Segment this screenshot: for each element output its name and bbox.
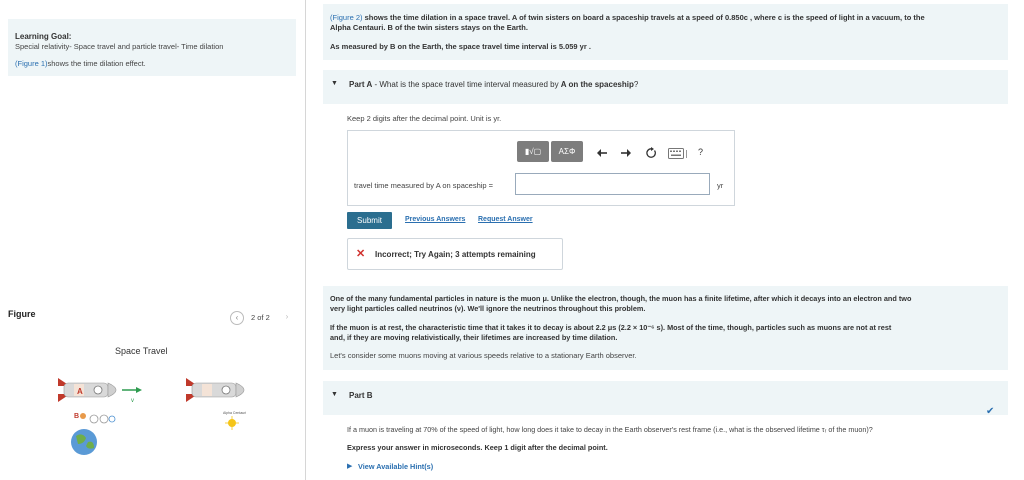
- toolbar-separator: [686, 150, 687, 158]
- feedback-text: Incorrect; Try Again; 3 attempts remaining: [375, 250, 536, 259]
- symbols-button[interactable]: [551, 141, 583, 162]
- figure-1-desc: shows the time dilation effect.: [47, 59, 146, 68]
- request-answer-link[interactable]: Request Answer: [478, 216, 533, 223]
- svg-text:v: v: [131, 398, 134, 404]
- rocket-a-label: A: [77, 387, 83, 396]
- space-travel-figure: [50, 372, 260, 462]
- help-button[interactable]: ?: [698, 147, 704, 157]
- undo-icon[interactable]: [596, 147, 608, 159]
- keyboard-icon[interactable]: [668, 148, 684, 159]
- part-b-header[interactable]: [323, 381, 1008, 415]
- part-a-end: ?: [633, 80, 639, 89]
- rocket-a-icon: [58, 378, 116, 402]
- incorrect-x-icon: ✕: [356, 248, 366, 260]
- marker-b-label: B: [74, 413, 80, 420]
- earth-icon: [71, 429, 97, 455]
- part-a-title: [349, 80, 638, 89]
- learning-goal-text: Special relativity- Space travel and particle travel- Time dilation: [15, 42, 224, 51]
- symbols-icon: ΑΣΦ: [558, 147, 576, 156]
- intro-line-2: Alpha Centauri. B of the twin sisters stays on the Earth.: [330, 23, 528, 32]
- figure-1-link[interactable]: (Figure 1): [15, 59, 48, 68]
- intro-line-1: [330, 13, 1005, 22]
- answer-input[interactable]: [515, 173, 710, 195]
- column-divider: [305, 0, 306, 480]
- part-b-caret-icon[interactable]: ▼: [331, 391, 338, 398]
- reset-icon[interactable]: [645, 147, 657, 159]
- part-a-question: - What is the space travel time interval measured by: [372, 80, 561, 89]
- figure-pager: 2 of 2: [251, 313, 270, 322]
- view-hints-link[interactable]: View Available Hint(s): [358, 462, 434, 471]
- muon-p1a: One of the many fundamental particles in nature is the muon μ. Unlike the electron, though, the muon has a finite lifetime, after which it decays into an electron and two: [330, 294, 912, 303]
- redo-icon[interactable]: [620, 147, 632, 159]
- part-a-caret-icon[interactable]: ▼: [331, 80, 338, 87]
- part-a-bold: A on the spaceship: [560, 80, 634, 89]
- intro-line-1-text: shows the time dilation in a space travel. A of twin sisters on board a spaceship travels at a speed of 0.850c , where c is the speed of light in a vacuum, to the: [362, 13, 925, 22]
- learning-goal-figure-line: [15, 59, 146, 68]
- submit-button[interactable]: Submit: [347, 212, 392, 229]
- figure-2-link[interactable]: (Figure 2): [330, 13, 363, 22]
- part-a-label: Part A: [349, 80, 373, 89]
- space-travel-title: Space Travel: [115, 346, 168, 356]
- figure-label: Figure: [8, 309, 36, 319]
- intro-line-3: As measured by B on the Earth, the space travel time interval is 5.059 yr .: [330, 42, 591, 51]
- muon-p3: Let's consider some muons moving at various speeds relative to a stationary Earth observer.: [330, 351, 637, 360]
- part-b-question: If a muon is traveling at 70% of the speed of light, how long does it take to decay in the Earth observer's rest frame (i.e., what is the observed lifetime τᵣ of the muon)?: [347, 425, 873, 434]
- part-b-check-icon: ✔: [986, 406, 995, 417]
- learning-goal-title: Learning Goal:: [15, 32, 72, 41]
- hint-caret-icon[interactable]: ▶: [347, 463, 353, 470]
- part-b-instruction: Express your answer in microseconds. Keep 1 digit after the decimal point.: [347, 443, 608, 452]
- unit-label: yr: [717, 181, 724, 190]
- rocket-2-icon: [186, 378, 244, 402]
- prev-figure-button[interactable]: ‹: [230, 311, 244, 325]
- previous-answers-link[interactable]: Previous Answers: [405, 216, 466, 223]
- answer-input-label: travel time measured by A on spaceship =: [354, 181, 494, 190]
- part-b-title: Part B: [349, 391, 373, 400]
- part-a-instruction: Keep 2 digits after the decimal point. Unit is yr.: [347, 114, 502, 123]
- template-icon: ▮√▢: [524, 147, 542, 156]
- muon-p2b: and, if they are moving relativistically, their lifetimes are increased by time dilation.: [330, 333, 618, 342]
- next-figure-button[interactable]: ›: [285, 312, 289, 321]
- muon-p2a: If the muon is at rest, the characteristic time that it takes it to decay is about 2.2 μs (2.2 × 10⁻⁶ s). Most of the time, though, particles such as muons are not at rest: [330, 323, 892, 332]
- star-icon: [225, 416, 239, 430]
- template-button[interactable]: [517, 141, 549, 162]
- muon-p1b: very light particles called neutrinos (ν). We'll ignore the neutrinos throughout this problem.: [330, 304, 646, 313]
- alpha-centauri-label: Alpha Centauri: [223, 411, 247, 415]
